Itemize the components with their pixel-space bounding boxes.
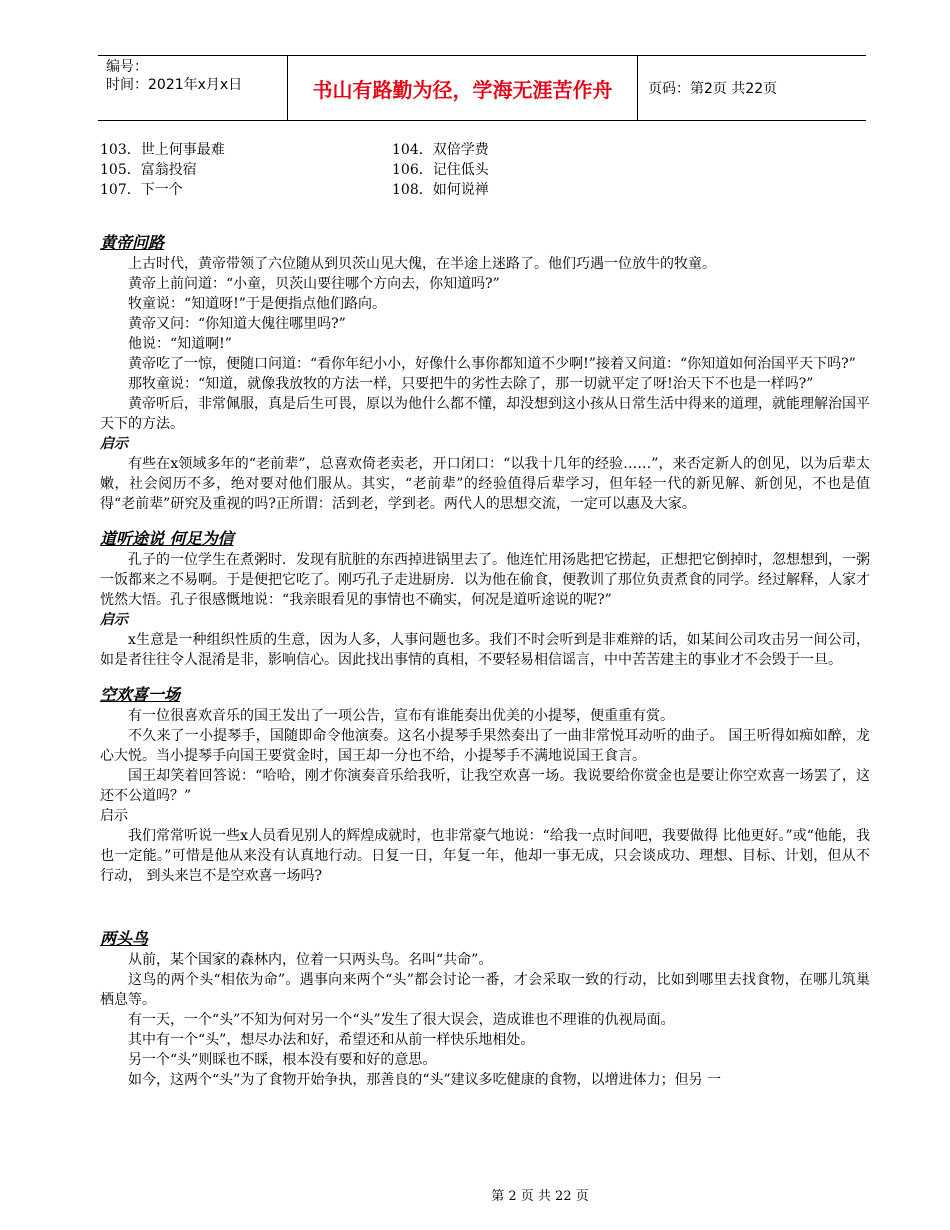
- section-empty-joy: [100, 684, 870, 886]
- paragraph: 牧童说：“知道呀!”于是便指点他们路向。: [128, 296, 386, 312]
- paragraph: 他说：“知道啊!”: [128, 336, 232, 352]
- lesson-label: 启示: [100, 612, 128, 628]
- lesson-text: 有些在x领域多年的“老前辈”，总喜欢倚老卖老，开口闭口：“以我十几年的经验……”，来否定新人的创见，以为后辈太嫩，社会阅历不多，绝对要对他们服从。其实，“老前辈”的经验值得后辈学习，但年轻一代的新见解、新创见，不也是值得“老前辈”研究及重视的吗?正所谓：活到老，学到老。两代人的思想交流，一定可以惠及大家。: [100, 456, 870, 512]
- header-slogan: 书山有路勤为径，学海无涯苦作舟: [288, 56, 638, 120]
- toc-item: 103．世上何事最难: [100, 142, 225, 158]
- paragraph: 黄帝听后，非常佩服，真是后生可畏，原以为他什么都不懂，却没想到这小孩从日常生活中得来的道理，就能理解治国平天下的方法。: [100, 396, 870, 432]
- section-title: 两头鸟: [100, 929, 149, 948]
- paragraph: 上古时代，黄帝带领了六位随从到贝茨山见大傀，在半途上迷路了。他们巧遇一位放牛的牧童。: [128, 256, 716, 272]
- paragraph: 从前，某个国家的森林内，位着一只两头鸟。名叫“共命”。: [128, 952, 493, 968]
- section-title: 道听途说 何足为信: [100, 529, 234, 548]
- paragraph: 那牧童说：“知道，就像我放牧的方法一样，只要把牛的劣性去除了，那一切就平定了呀!治天下不也是一样吗?”: [128, 376, 814, 392]
- paragraph: 其中有一个“头”，想尽办法和好，希望还和从前一样快乐地相处。: [128, 1032, 535, 1048]
- spacer: [100, 886, 870, 914]
- page-footer: 第 2 页 共 22 页: [491, 1189, 589, 1204]
- toc-item: 106．记住低头: [392, 162, 489, 178]
- paragraph: 黄帝吃了一惊，便随口问道：“看你年纪小小，好像什么事你都知道不少啊!”接着又问道：“你知道如何治国平天下吗?”: [128, 356, 856, 372]
- toc-item: 105．富翁投宿: [100, 162, 197, 178]
- section-title: 空欢喜一场: [100, 685, 181, 704]
- section-hearsay: [100, 528, 870, 670]
- page-header: [98, 55, 866, 121]
- paragraph: 如今，这两个“头”为了食物开始争执，那善良的“头”建议多吃健康的食物，以增进体力；但另 一: [128, 1072, 722, 1088]
- lesson-label: 启示: [100, 808, 128, 824]
- header-meta: [98, 56, 288, 120]
- header-page-info: 页码：第2页 共22页: [648, 81, 778, 97]
- lesson-label: 启示: [100, 436, 128, 452]
- section-title: 黄帝问路: [100, 233, 165, 252]
- paragraph: 有一天，一个“头”不知为何对另一个“头”发生了很大误会，造成谁也不理谁的仇视局面。: [128, 1012, 675, 1028]
- paragraph: 黄帝上前问道：“小童，贝茨山要往哪个方向去，你知道吗?”: [128, 276, 500, 292]
- toc-item: 108．如何说禅: [392, 182, 489, 198]
- paragraph: 这鸟的两个头“相依为命”。遇事向来两个“头”都会讨论一番，才会采取一致的行动，比如到哪里去找食物，在哪儿筑巢栖息等。: [100, 972, 870, 1008]
- document-body: [100, 140, 870, 1090]
- lesson-text: 我们常常听说一些x人员看见别人的辉煌成就时，也非常豪气地说：“给我一点时间吧，我要做得 比他更好。”或“他能，我也一定能。”可惜是他从来没有认真地行动。日复一日，年复一年，他却一事无成，只会谈成功、理想、目标、计划，但从不行动， 到头来岂不是空欢喜一场吗?: [100, 828, 870, 884]
- section-two-headed-bird: [100, 928, 870, 1090]
- paragraph: 国王却笑着回答说：“哈哈，刚才你演奏音乐给我听，让我空欢喜一场。我说要给你赏金也是要让你空欢喜一场罢了，这还不公道吗？”: [100, 768, 870, 804]
- section-huangdi: [100, 232, 870, 514]
- paragraph: 另一个“头”则睬也不睬，根本没有要和好的意思。: [128, 1052, 437, 1068]
- paragraph: 孔子的一位学生在煮粥时．发现有肮脏的东西掉进锅里去了。他连忙用汤匙把它捞起，正想把它倒掉时，忽想想到，一粥一饭都来之不易啊。于是便把它吃了。刚巧孔子走进厨房．以为他在偷食，便教训了那位负责煮食的同学。经过解释，人家才恍然大悟。孔子很感慨地说：“我亲眼看见的事情也不确实，何况是道听途说的呢?”: [100, 552, 870, 608]
- serial-label: 编号：: [106, 59, 148, 75]
- paragraph: 黄帝又问：“你知道大傀往哪里吗?”: [128, 316, 346, 332]
- lesson-text: x生意是一种组织性质的生意，因为人多，人事问题也多。我们不时会听到是非难辩的话，如某间公司攻击另一间公司，如是者往往令人混淆是非，影响信心。因此找出事情的真相，不要轻易相信谣言，中中苦苦建主的事业才不会毁于一旦。: [100, 632, 870, 668]
- toc-list: [100, 140, 870, 200]
- paragraph: 有一位很喜欢音乐的国王发出了一项公告，宣布有谁能奏出优美的小提琴，便重重有赏。: [128, 708, 674, 724]
- toc-item: 104．双倍学费: [392, 142, 489, 158]
- toc-item: 107．下一个: [100, 182, 183, 198]
- time-label: 时间：2021年x月x日: [106, 77, 243, 93]
- paragraph: 不久来了一小提琴手，国随即命令他演奏。这名小提琴手果然奏出了一曲非常悦耳动听的曲子。 国王听得如痴如醉，龙心大悦。当小提琴手向国王要赏金时，国王却一分也不给，小提琴手不满地说国王食言。: [100, 728, 870, 764]
